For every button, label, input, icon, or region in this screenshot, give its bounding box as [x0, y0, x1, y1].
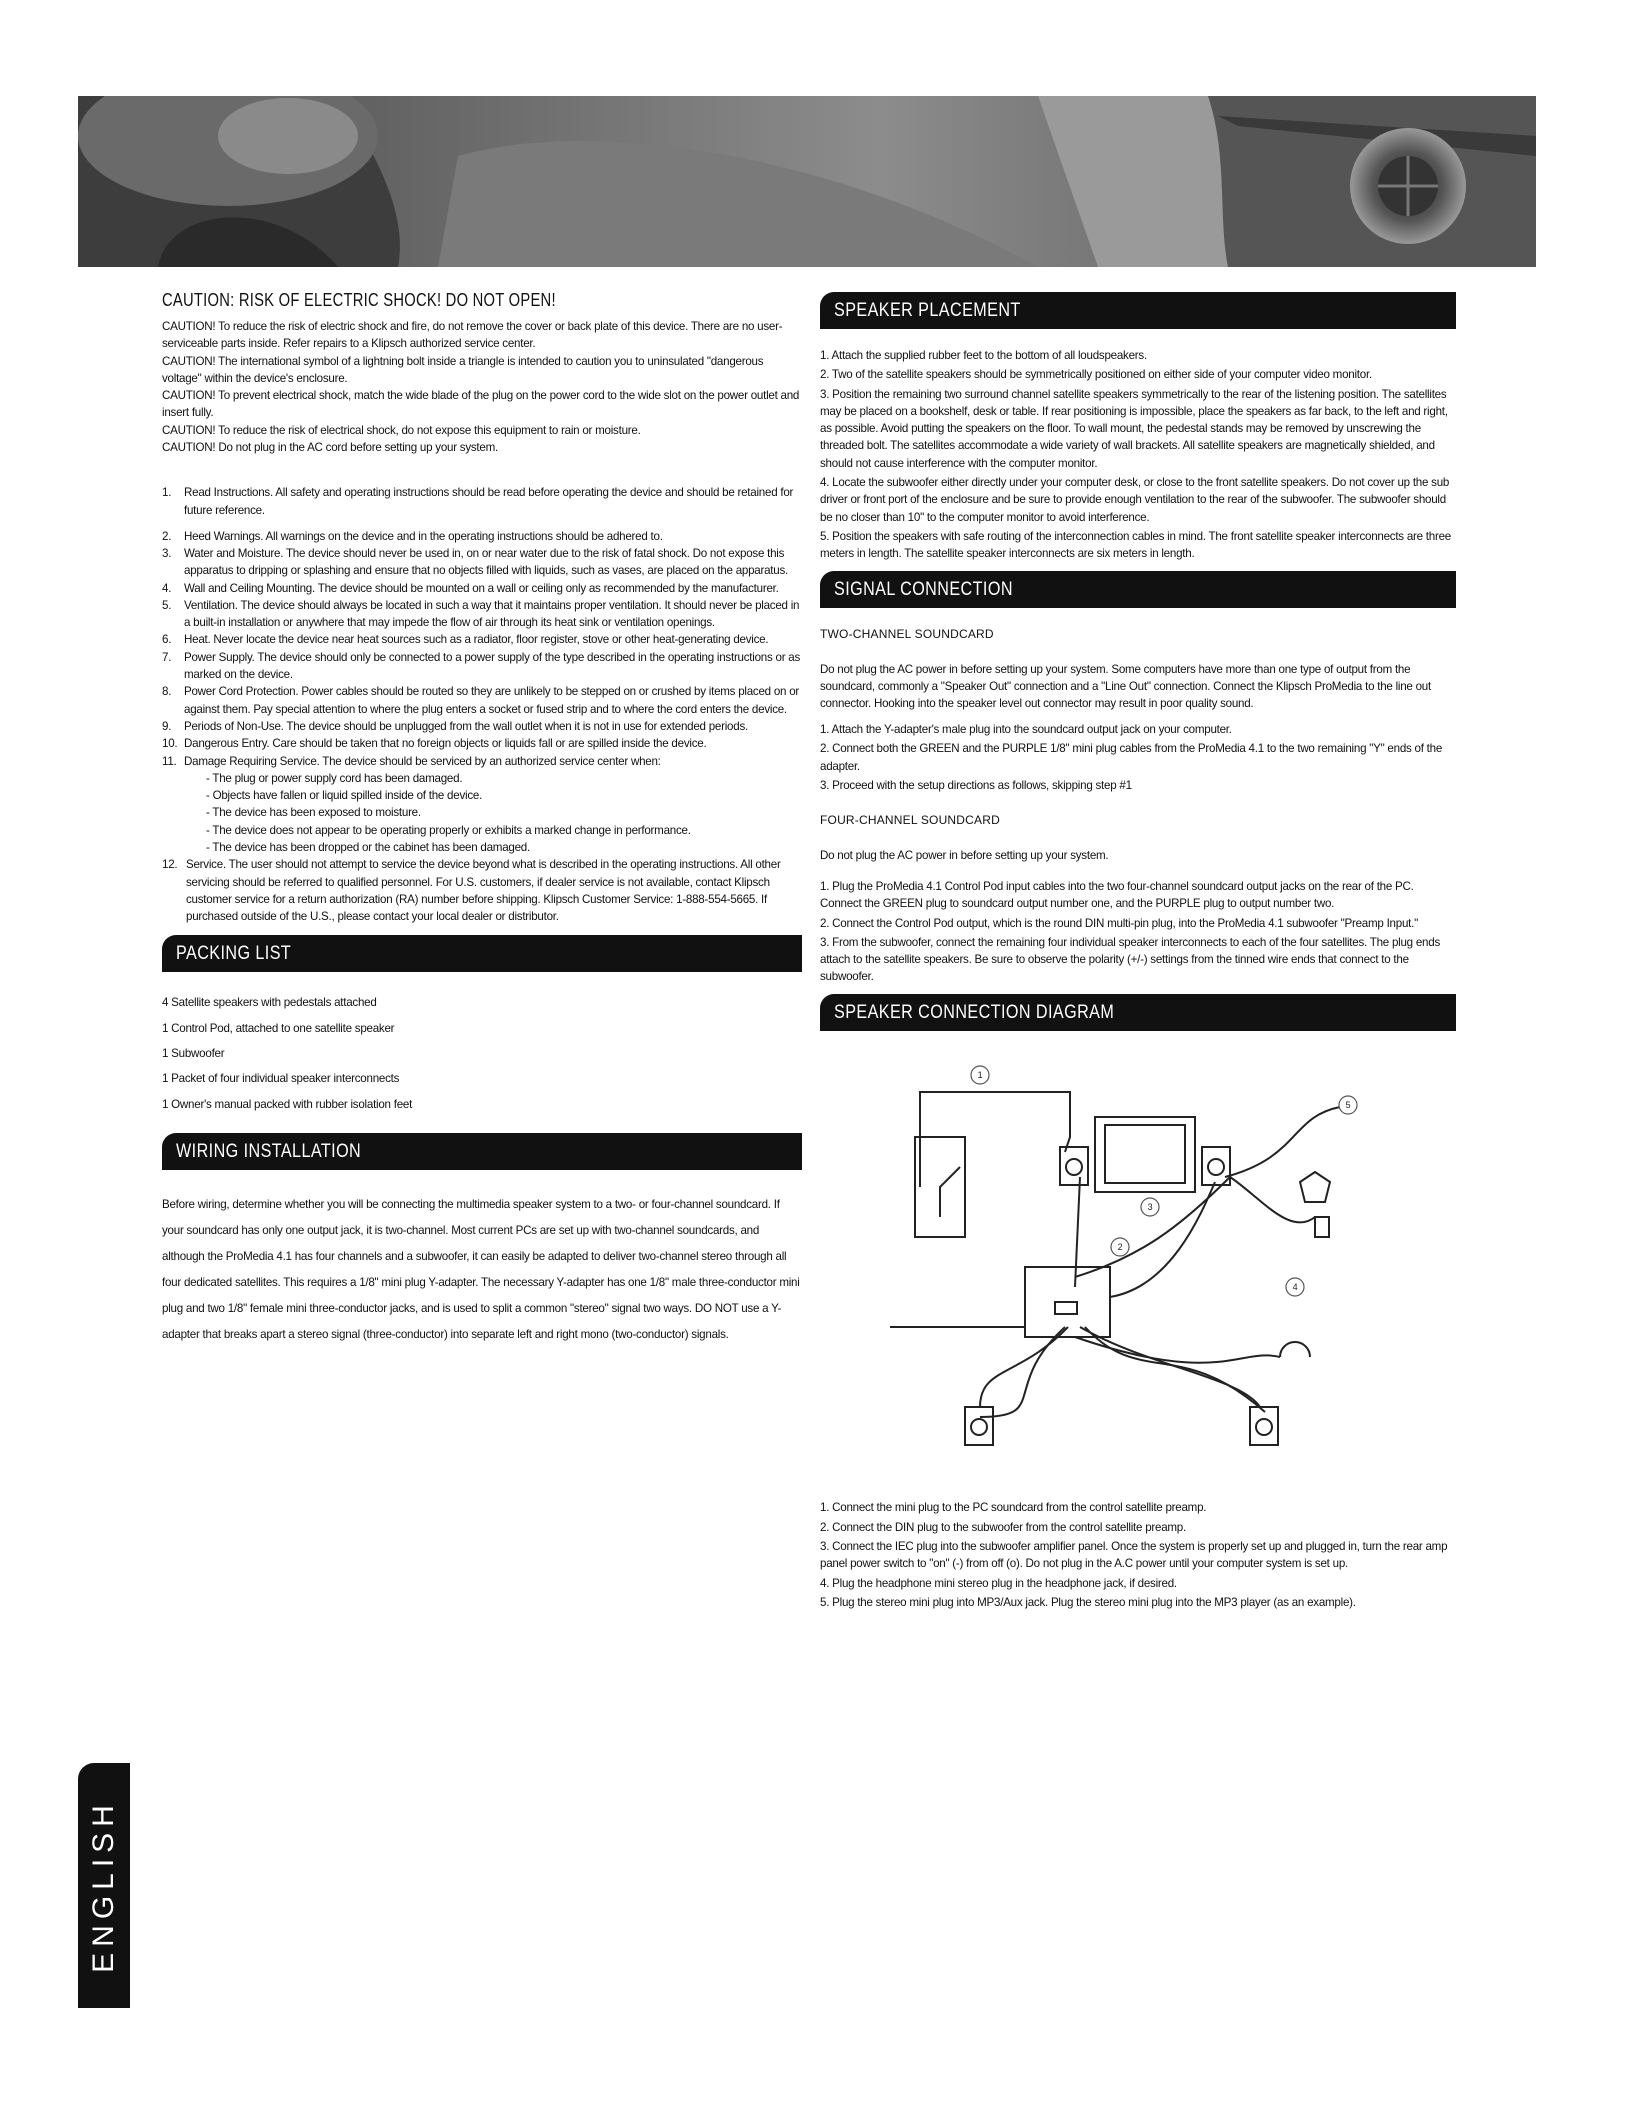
list-item: - The device has been exposed to moisture. [206, 806, 421, 820]
monitor-icon [1095, 1117, 1195, 1192]
list-item: 9. Periods of Non-Use. The device should be unplugged from the wall outlet when it is not in use for extended periods. [162, 719, 748, 733]
list-item: 3. Position the remaining two surround channel satellite speakers symmetrically to the rear of the listening position. The satellites may be placed on a bookshelf, desk or table. If rear positioning is impossible, place the speakers as far back, to the left and right, as possible. Avoid putting the speakers on the floor. To wall mount, the pedestal stands may be removed by unscrewing the threaded bolt. The satellites accommodate a wide variety of wall brackets. All satellite speakers are magnetically shielded, and should not cause interference with the computer monitor. [820, 387, 1448, 470]
caution-section [162, 288, 802, 456]
packing-list-header: PACKING LIST [162, 935, 802, 972]
list-item: - Objects have fallen or liquid spilled inside of the device. [206, 789, 483, 803]
wiring-installation-header: WIRING INSTALLATION [162, 1133, 802, 1170]
list-item: 1 Subwoofer [162, 1047, 225, 1061]
list-item: 11. Damage Requiring Service. The device should be serviced by an authorized service center when: [162, 754, 661, 768]
two-channel-section [820, 661, 1456, 795]
list-item: 1. Connect the mini plug to the PC soundcard from the control satellite preamp. [820, 1501, 1207, 1515]
four-channel-section [820, 847, 1456, 986]
list-item: 1. Plug the ProMedia 4.1 Control Pod input cables into the two four-channel soundcard output jacks on the rear of the PC. Connect the GREEN plug to soundcard output number one, and the PURPLE plug to output number two. [820, 879, 1414, 911]
list-item: 5. Plug the stereo mini plug into MP3/Aux jack. Plug the stereo mini plug into the MP3 player (as an example). [820, 1595, 1356, 1609]
wiring-installation-text [162, 1192, 802, 1348]
list-item: 5. Position the speakers with safe routing of the interconnection cables in mind. The front satellite speaker interconnects are three meters in length. The satellite speaker interconnects are six meters in length. [820, 529, 1451, 561]
list-item: 4. Locate the subwoofer either directly under your computer desk, or close to the front satellite speakers. Do not cover up the sub driver or front port of the enclosure and be sure to provide enough ventilation to the rear of the subwoofer. The subwoofer should be no closer than 10" to the computer monitor to avoid interference. [820, 476, 1450, 524]
language-tab [78, 1763, 130, 2008]
four-channel-intro: Do not plug the AC power in before setting up your system. [820, 848, 1109, 862]
callout-label: 5 [1345, 1100, 1351, 1111]
list-item: 3. Proceed with the setup directions as follows, skipping step #1 [820, 779, 1132, 793]
right-column [820, 288, 1456, 1620]
caution-paragraph: CAUTION! The international symbol of a lightning bolt inside a triangle is intended to caution you to uninsulated "dangerous voltage" within the device's enclosure. [162, 354, 764, 385]
wiring-diagram-graphic [820, 1037, 1456, 1477]
list-item: 3. From the subwoofer, connect the remaining four individual speaker interconnects to each of the four satellites. The plug ends attach to the satellite speakers. Be sure to observe the polarity (+/-) settings from the tinned wire ends that connect to the subwoofer. [820, 935, 1440, 984]
caution-paragraph: CAUTION! To reduce the risk of electric shock and fire, do not remove the cover or back plate of this device. There are no user-serviceable parts inside. Refer repairs to a Klipsch authorized service center. [162, 320, 783, 351]
speaker-photo-image [78, 96, 1536, 267]
mp3-player-icon [1315, 1217, 1329, 1237]
list-item: 4. Wall and Ceiling Mounting. The device should be mounted on a wall or ceiling only as recommended by the manufacturer. [162, 581, 779, 595]
list-item: 1 Packet of four individual speaker interconnects [162, 1072, 400, 1086]
list-item: 4 Satellite speakers with pedestals attached [162, 996, 377, 1010]
caution-paragraph: CAUTION! Do not plug in the AC cord before setting up your system. [162, 441, 498, 455]
language-tab-label: ENGLISH [87, 1798, 120, 1973]
list-item: 2. Two of the satellite speakers should be symmetrically positioned on either side of your computer video monitor. [820, 368, 1372, 382]
list-item: 2. Connect the Control Pod output, which is the round DIN multi-pin plug, into the ProMedia 4.1 subwoofer "Preamp Input." [820, 916, 1418, 930]
front-left-speaker-icon [1060, 1147, 1088, 1185]
hero-photo [78, 96, 1536, 267]
callout-label: 4 [1292, 1282, 1298, 1293]
list-item: 3. Water and Moisture. The device should never be used in, on or near water due to the risk of fatal shock. Do not expose this apparatus to dripping or splashing and ensure that no objects filled with liquids, such as vases, are placed on the apparatus. [162, 546, 788, 578]
speaker-connection-diagram [820, 1037, 1456, 1487]
left-column [162, 288, 802, 1357]
diagram-steps [820, 1499, 1456, 1611]
list-item: - The device does not appear to be operating properly or exhibits a marked change in performance. [206, 823, 691, 837]
list-item: 2. Heed Warnings. All warnings on the device and in the operating instructions should be adhered to. [162, 529, 663, 543]
list-item: 8. Power Cord Protection. Power cables should be routed so they are unlikely to be stepped on or crushed by items placed on or against them. Pay special attention to where the plug enters a socket or fused strip and to where the cord enters the device. [162, 685, 800, 716]
list-item: 3. Connect the IEC plug into the subwoofer amplifier panel. Once the system is properly set up and plugged in, turn the rear amp panel power switch to "on" (-) from off (o). Do not plug in the A.C power until your computer system is set up. [820, 1539, 1448, 1571]
list-item: 7. Power Supply. The device should only be connected to a power supply of the type described in the operating instructions or as marked on the device. [162, 650, 801, 682]
speaker-placement-list [820, 347, 1456, 563]
front-right-speaker-icon [1202, 1147, 1230, 1185]
list-item: - The plug or power supply cord has been damaged. [206, 771, 463, 785]
callout-label: 1 [977, 1070, 983, 1081]
headphones-icon [1280, 1342, 1310, 1357]
callout-label: 3 [1147, 1202, 1153, 1213]
wiring-paragraph: Before wiring, determine whether you will be connecting the multimedia speaker system to a two- or four-channel soundcard. If your soundcard has only one output jack, it is two-channel. Most current PCs are set up with two-channel soundcards, and although the ProMedia 4.1 has four channels and a subwoofer, it can easily be adapted to deliver two-channel stereo through all four dedicated satellites. This requires a 1/8" mini plug Y-adapter. The necessary Y-adapter has one 1/8" male three-conductor mini plug and two 1/8" female mini three-conductor jacks, and is used to split a common "stereo" signal two ways. DO NOT use a Y-adapter that breaks apart a stereo signal (three-conductor) into separate left and right mono (two-conductor) signals. [162, 1197, 800, 1341]
list-item: 5. Ventilation. The device should always be located in such a way that it maintains proper ventilation. It should never be placed in a built-in installation or anywhere that may impede the flow of air through its heat sink or ventilation openings. [162, 598, 800, 630]
safety-instructions-list [162, 484, 802, 769]
list-item: 1. Read Instructions. All safety and operating instructions should be read before operating the device and should be retained for future reference. [162, 486, 794, 517]
list-item: 12. Service. The user should not attempt to service the device beyond what is described in the operating instructions. All other servicing should be referred to qualified personnel. For U.S. customers, if dealer service is not available, contact Klipsch customer service for a return authorization (RA) number before shipping. Klipsch Customer Service: 1-888-554-5665. If purchased outside of the U.S., please contact your local dealer or distributor. [162, 858, 781, 924]
list-item: 2. Connect the DIN plug to the subwoofer from the control satellite preamp. [820, 1520, 1186, 1534]
caution-paragraph: CAUTION! To prevent electrical shock, match the wide blade of the plug on the power cord to the wide slot on the power outlet and insert fully. [162, 389, 800, 420]
rear-right-speaker-icon [1250, 1407, 1278, 1445]
list-item: 1. Attach the Y-adapter's male plug into the soundcard output jack on your computer. [820, 723, 1232, 737]
two-channel-heading: TWO-CHANNEL SOUNDCARD [820, 627, 994, 642]
list-item: 10. Dangerous Entry. Care should be taken that no foreign objects or liquids fall or are spilled inside the device. [162, 737, 707, 751]
caution-paragraph: CAUTION! To reduce the risk of electrical shock, do not expose this equipment to rain or moisture. [162, 423, 641, 437]
speaker-placement-header: SPEAKER PLACEMENT [820, 292, 1456, 329]
list-item: 6. Heat. Never locate the device near heat sources such as a radiator, floor register, stove or other heat-generating device. [162, 633, 769, 647]
safety-instructions-list-cont [162, 856, 802, 925]
caution-title: CAUTION: RISK OF ELECTRIC SHOCK! DO NOT OPEN! [162, 290, 556, 310]
two-channel-intro: Do not plug the AC power in before setting up your system. Some computers have more than one type of output from the soundcard, commonly a "Speaker Out" connection and a "Line Out" connection. Connect the Klipsch ProMedia to the line out connector. Hooking into the speaker level out connector may result in poor quality sound. [820, 662, 1431, 711]
speaker-connection-diagram-header: SPEAKER CONNECTION DIAGRAM [820, 994, 1456, 1031]
damage-conditions-list [162, 770, 802, 856]
list-item: - The device has been dropped or the cabinet has been damaged. [206, 841, 530, 854]
headphone-plug-icon [1300, 1172, 1330, 1202]
list-item: 1 Control Pod, attached to one satellite speaker [162, 1021, 395, 1035]
four-channel-heading: FOUR-CHANNEL SOUNDCARD [820, 813, 1000, 828]
list-item: 2. Connect both the GREEN and the PURPLE 1/8" mini plug cables from the ProMedia 4.1 to the two remaining "Y" ends of the adapter. [820, 742, 1443, 773]
signal-connection-header: SIGNAL CONNECTION [820, 571, 1456, 608]
list-item: 1. Attach the supplied rubber feet to the bottom of all loudspeakers. [820, 349, 1147, 362]
list-item: 1 Owner's manual packed with rubber isolation feet [162, 1097, 413, 1111]
packing-list [162, 994, 802, 1112]
list-item: 4. Plug the headphone mini stereo plug in the headphone jack, if desired. [820, 1576, 1177, 1590]
rear-left-speaker-icon [965, 1407, 993, 1445]
callout-label: 2 [1117, 1242, 1123, 1253]
